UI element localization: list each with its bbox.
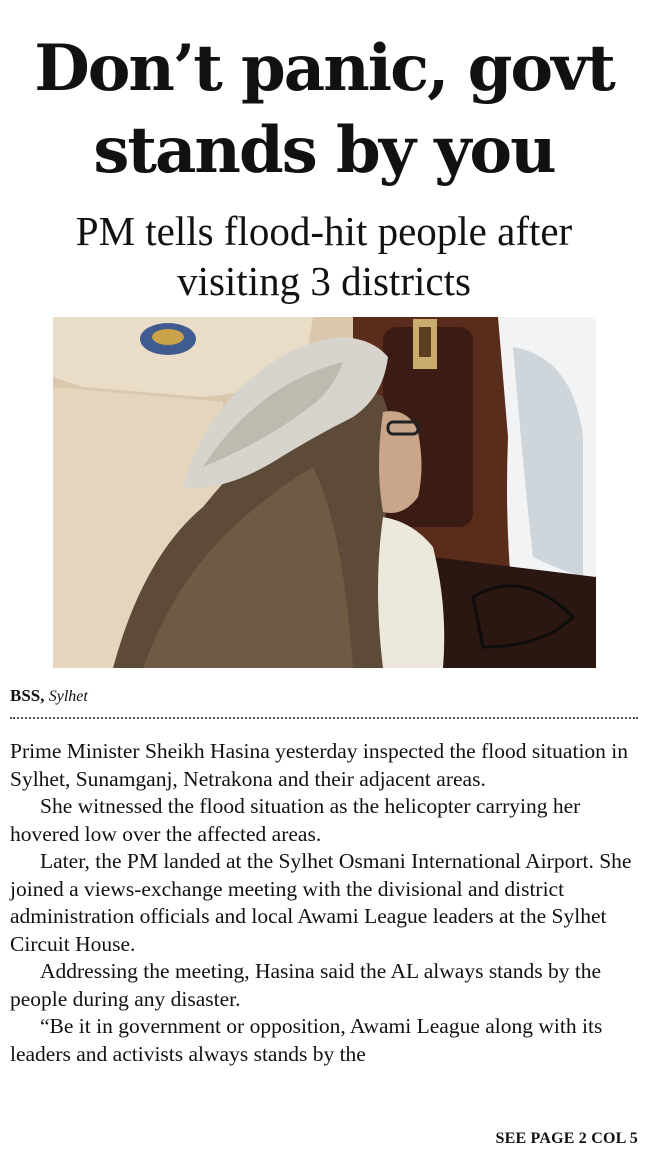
subheadline	[0, 206, 648, 306]
byline-divider	[10, 717, 638, 719]
continuation-jump-line: SEE PAGE 2 COL 5	[495, 1130, 638, 1147]
byline-agency: BSS,	[10, 686, 45, 705]
headline	[0, 28, 648, 192]
headline-line-1: Don’t panic, govt	[34, 31, 614, 106]
byline	[10, 686, 88, 706]
paragraph: Prime Minister Sheikh Hasina yesterday inspected the flood situation in Sylhet, Sunamganj, Netrakona and their adjacent areas.	[10, 739, 629, 791]
headline-line-2: stands by you	[93, 113, 555, 188]
paragraph: She witnessed the flood situation as the helicopter carrying her hovered low over the affected areas.	[10, 794, 581, 846]
paragraph: “Be it in government or opposition, Awami League along with its leaders and activists always stands by the	[10, 1014, 603, 1066]
article-photo	[53, 317, 596, 668]
paragraph: Later, the PM landed at the Sylhet Osmani International Airport. She joined a views-exchange meeting with the divisional and district administration officials and local Awami League leaders at the Sylhet Circuit House.	[10, 849, 632, 956]
article-body	[10, 738, 638, 1068]
subheadline-line-1: PM tells flood-hit people after	[75, 208, 573, 254]
emblem-icon	[140, 323, 196, 355]
subheadline-line-2: visiting 3 districts	[177, 258, 471, 304]
byline-location: Sylhet	[48, 688, 88, 705]
paragraph: Addressing the meeting, Hasina said the AL always stands by the people during any disaster.	[10, 959, 602, 1011]
